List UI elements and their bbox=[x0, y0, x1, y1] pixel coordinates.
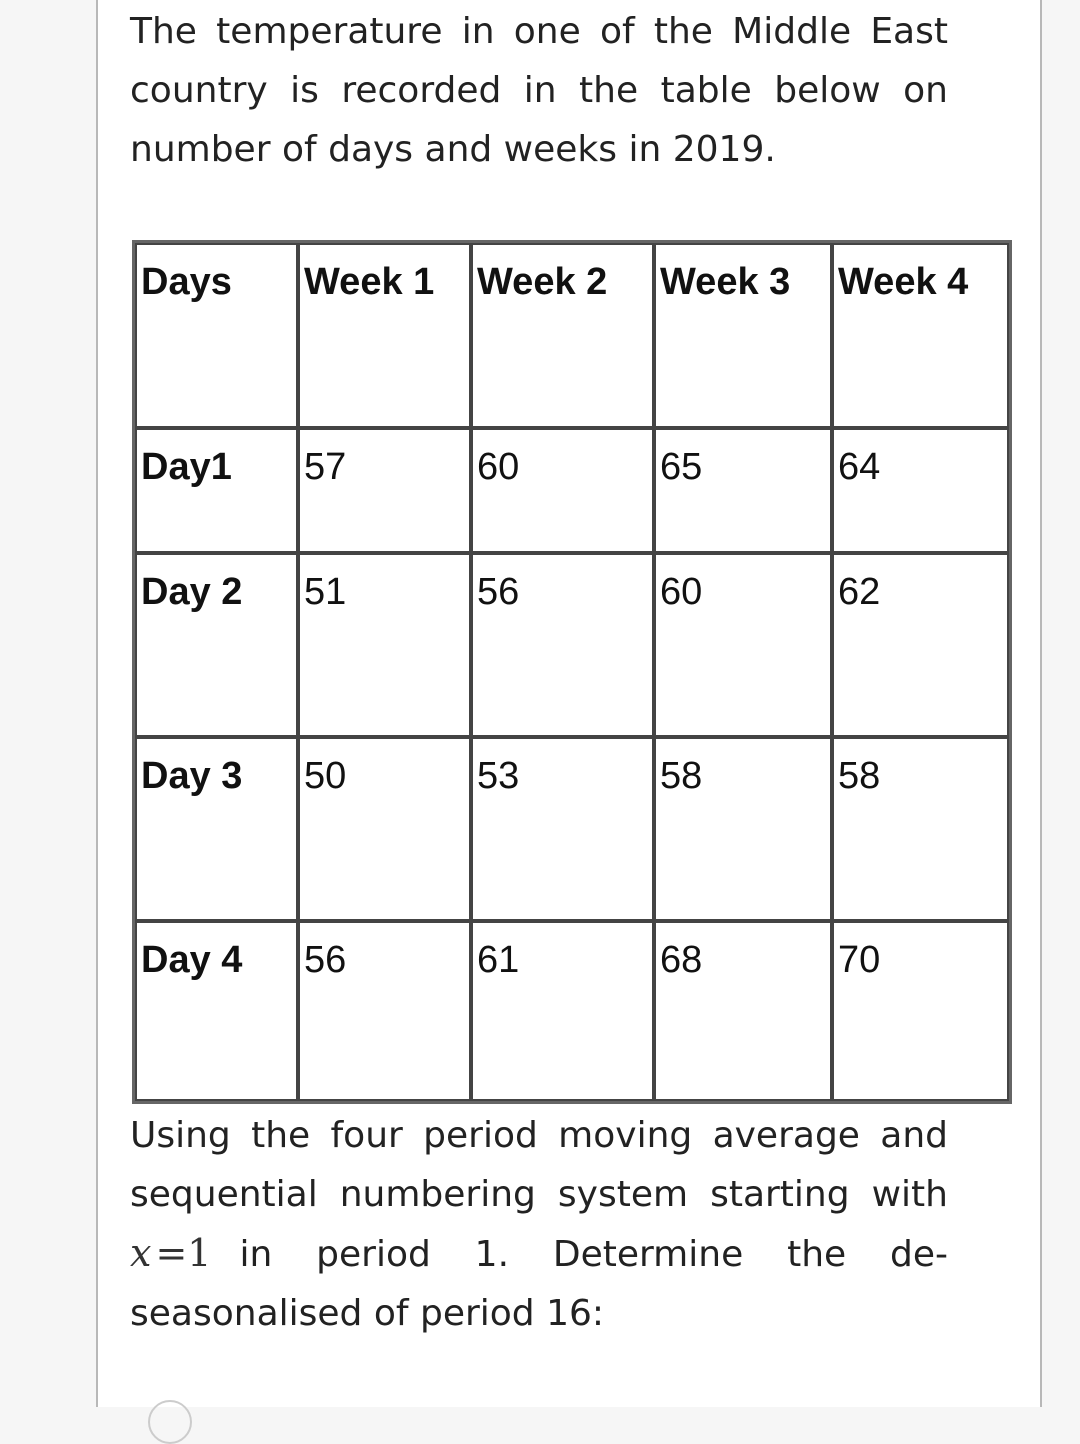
table-cell: 58 bbox=[832, 737, 1009, 921]
table-cell: 56 bbox=[298, 921, 471, 1101]
table-row bbox=[135, 921, 1009, 1101]
table-cell: 56 bbox=[471, 553, 654, 737]
math-equation: =1 bbox=[155, 1231, 212, 1275]
table-cell: 50 bbox=[298, 737, 471, 921]
table-cell: 68 bbox=[654, 921, 832, 1101]
question-card bbox=[96, 0, 1042, 1407]
table-row bbox=[135, 553, 1009, 737]
question-prompt bbox=[130, 1106, 948, 1343]
table-cell: 53 bbox=[471, 737, 654, 921]
table-cell: 60 bbox=[471, 428, 654, 553]
table-cell: 61 bbox=[471, 921, 654, 1101]
table-cell: 58 bbox=[654, 737, 832, 921]
table-cell: 57 bbox=[298, 428, 471, 553]
header-week-1: Week 1 bbox=[298, 243, 471, 428]
header-week-2: Week 2 bbox=[471, 243, 654, 428]
header-week-3: Week 3 bbox=[654, 243, 832, 428]
row-label: Day1 bbox=[135, 428, 298, 553]
row-label: Day 2 bbox=[135, 553, 298, 737]
header-week-4: Week 4 bbox=[832, 243, 1009, 428]
table-row bbox=[135, 737, 1009, 921]
table-row bbox=[135, 428, 1009, 553]
table-cell: 65 bbox=[654, 428, 832, 553]
prompt-before-math: Using the four period moving average and sequential numbering system starting with bbox=[130, 1115, 948, 1215]
table-cell: 60 bbox=[654, 553, 832, 737]
row-label: Day 4 bbox=[135, 921, 298, 1101]
table-cell: 64 bbox=[832, 428, 1009, 553]
prompt-after-math: in period 1. Determine the de-seasonalised of period 16: bbox=[130, 1234, 948, 1334]
table-cell: 62 bbox=[832, 553, 1009, 737]
question-intro: The temperature in one of the Middle East country is recorded in the table below on number of days and weeks in 2019. bbox=[130, 11, 948, 170]
math-variable: x bbox=[130, 1231, 152, 1275]
header-days: Days bbox=[135, 243, 298, 428]
table-cell: 70 bbox=[832, 921, 1009, 1101]
table-header-row bbox=[135, 243, 1009, 428]
table-cell: 51 bbox=[298, 553, 471, 737]
row-label: Day 3 bbox=[135, 737, 298, 921]
temperature-table bbox=[132, 240, 1012, 1104]
